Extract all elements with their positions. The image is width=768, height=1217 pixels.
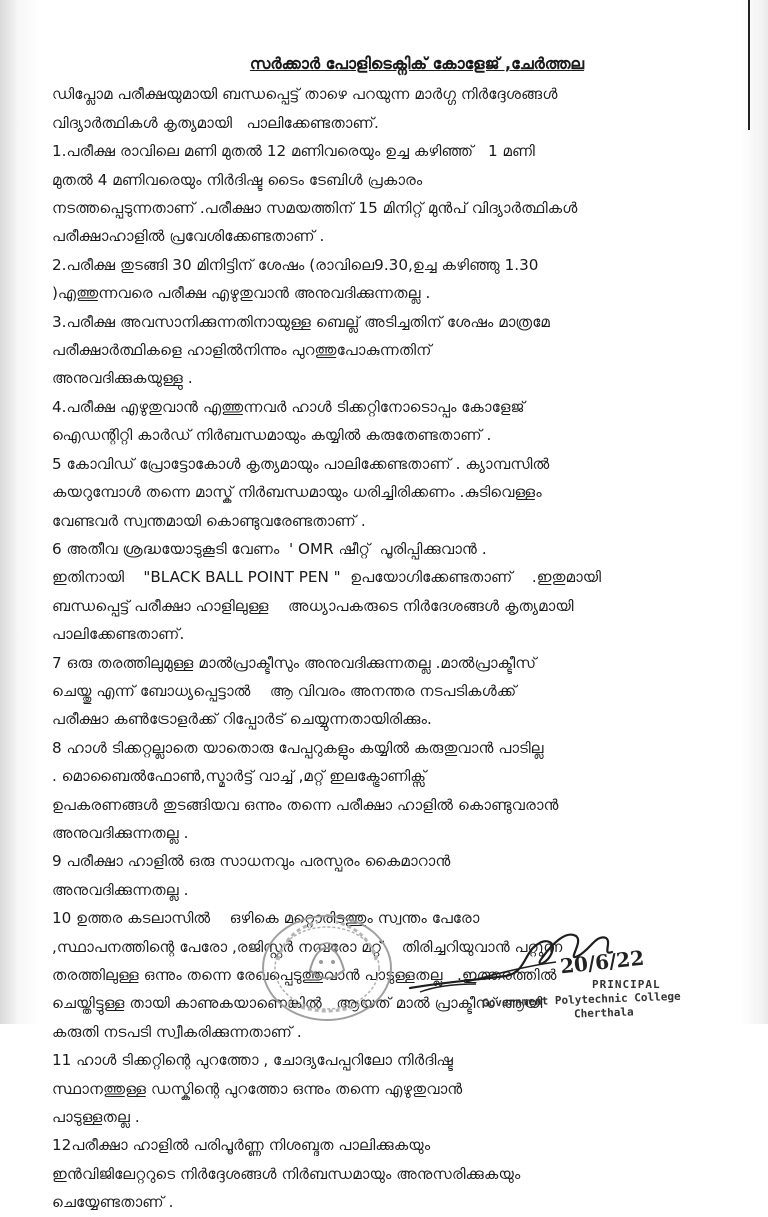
- paragraph-12: 12പരീക്ഷാ ഹാളിൽ പരിപൂർണ്ണ നിശബ്ദത പാലിക്കുകയും ഇൻവിജിലേറ്ററുടെ നിർദ്ദേശങ്ങൾ നിർബന്ധമായും അനുസരിക്കുകയും ചെയ്യേണ്ടതാണ് .: [52, 1136, 521, 1212]
- paragraph-8: 8 ഹാൾ ടിക്കറ്റല്ലാതെ യാതൊരു പേപ്പറുകളും കയ്യിൽ കരുതുവാൻ പാടില്ല . മൊബൈൽഫോൺ,സ്മാർട്ട് വാച്ച് ,മറ്റ് ഇലക്ട്രോണിക്സ് ഉപകരണങ്ങൾ തുടങ്ങിയവ ഒന്നും തന്നെ പരീക്ഷാ ഹാളിൽ കൊണ്ടുവരാൻ അനുവദിക്കുന്നതല്ല .: [52, 738, 559, 842]
- paragraph-9: 9 പരീക്ഷാ ഹാളിൽ ഒരു സാധനവും പരസ്പരം കൈമാറാൻ അനുവദിക്കുന്നതല്ല .: [52, 852, 451, 899]
- paragraph-5: 5 കോവിഡ് പ്രോട്ടോകോൾ കൃത്യമായും പാലിക്കേണ്ടതാണ് . ക്യാമ്പസിൽ കയറുമ്പോൾ തന്നെ മാസ്ക് നിർബന്ധമായും ധരിച്ചിരിക്കണം .കുടിവെള്ളം വേണ്ടവർ സ്വന്തമായി കൊണ്ടുവരേണ്ടതാണ് .: [52, 454, 550, 530]
- signature-date: 20/6/22: [558, 945, 646, 979]
- signature-block: [482, 978, 752, 1020]
- paragraph-10: 10 ഉത്തര കടലാസിൽ ഒഴികെ മറ്റൊരിടത്തും സ്വന്തം പേരോ ,സ്ഥാപനത്തിന്റെ പേരോ ,രജിസ്റ്റർ നമ്പരോ മറ്റ് തിരിച്ചറിയുവാൻ പറ്റുന്ന തരത്തിലുള്ള ഒന്നും തന്നെ രേഖപ്പെടുത്തുവാൻ പാടുള്ളതല്ല .ഇത്തരത്തിൽ ചെയ്തിട്ടുള്ള തായി കാണുകയാണെങ്കിൽ ആയത് മാൽ പ്രാക്ടീസ് ആയി കരുതി നടപടി സ്വീകരിക്കുന്നതാണ് .: [52, 909, 563, 1041]
- college-name: Government Polytechnic College: [481, 989, 681, 1010]
- principal-title: PRINCIPAL: [592, 978, 661, 991]
- paragraph-7: 7 ഒരു തരത്തിലുമുള്ള മാൽപ്രാക്ടീസും അനുവദിക്കുന്നതല്ല .മാൽപ്രാക്ടീസ് ചെയ്തു എന്ന് ബോധ്യപ്പെട്ടാൽ ആ വിവരം അനന്തര നടപടികൾക്ക് പരീക്ഷാ കൺട്രോളർക്ക് റിപ്പോർട് ചെയ്യുന്നതായിരിക്കും.: [52, 653, 537, 729]
- paragraph-11: 11 ഹാൾ ടിക്കറ്റിന്റെ പുറത്തോ , ചോദ്യപേപ്പറിലോ നിർദിഷ്ട സ്ഥാനത്തുള്ള ഡസ്കിന്റെ പുറത്തോ ഒന്നും തന്നെ എഴുതുവാൻ പാടുള്ളതല്ല .: [52, 1051, 463, 1127]
- paragraph-1: 1.പരീക്ഷ രാവിലെ മണി മുതൽ 12 മണിവരെയും ഉച്ച കഴിഞ്ഞ് 1 മണി മുതൽ 4 മണിവരെയും നിർദിഷ്ട ടൈം ടേബിൾ പ്രകാരം നടത്തപ്പെടുന്നതാണ് .പരീക്ഷാ സമയത്തിന് 15 മിനിറ്റ് മുൻപ് വിദ്യാർത്ഥികൾ പരീക്ഷാഹാളിൽ പ്രവേശിക്കേണ്ടതാണ് .: [52, 142, 578, 246]
- paragraph-6: 6 അതീവ ശ്രദ്ധയോടുകൂടി വേണം ' OMR ഷീറ്റ് പൂരിപ്പിക്കുവാൻ . ഇതിനായി "BLACK BALL POINT PEN " ഉപയോഗിക്കേണ്ടതാണ് .ഇതുമായി ബന്ധപ്പെട്ട് പരീക്ഷാ ഹാളിലുള്ള അധ്യാപകരുടെ നിർദേശങ്ങൾ കൃത്യമായി പാലിക്കേണ്ടതാണ്.: [52, 539, 602, 644]
- paragraph-intro: ഡിപ്ലോമ പരീക്ഷയുമായി ബന്ധപ്പെട്ട് താഴെ പറയുന്ന മാർഗ്ഗ നിർദ്ദേശങ്ങൾ വിദ്യാർത്ഥികൾ കൃത്യമായി പാലിക്കേണ്ടതാണ്.: [52, 85, 558, 132]
- paragraph-3: 3.പരീക്ഷ അവസാനിക്കുന്നതിനായുള്ള ബെല്ല് അടിച്ചതിന് ശേഷം മാത്രമേ പരീക്ഷാർത്ഥികളെ ഹാളിൽനിന്നും പുറത്തുപോകുന്നതിന് അനുവദിക്കുകയുള്ളു .: [52, 312, 550, 388]
- kerala-emblem-seal-icon: [258, 910, 396, 1022]
- paragraph-4: 4.പരീക്ഷ എഴുതുവാൻ എത്തുന്നവർ ഹാൾ ടിക്കറ്റിനോടൊപ്പം കോളേജ് ഐഡന്റിറ്റി കാർഡ് നിർബന്ധമായും കയ്യിൽ കരുതേണ്ടതാണ് .: [52, 397, 525, 445]
- paragraph-2: 2.പരീക്ഷ തുടങ്ങി 30 മിനിട്ടിന് ശേഷം (രാവിലെ9.30,ഉച്ച കഴിഞ്ഞു 1.30 )എത്തുന്നവരെ പരീക്ഷ എഴുതുവാൻ അനുവദിക്കുന്നതല്ല .: [52, 255, 539, 303]
- college-place: Cherthala: [573, 1005, 634, 1021]
- scan-edge-line: [748, 0, 750, 130]
- page-title: സർക്കാർ പോളിടെക്നിക് കോളേജ് ,ചേർത്തല: [249, 54, 585, 73]
- notice-body: [52, 50, 742, 1217]
